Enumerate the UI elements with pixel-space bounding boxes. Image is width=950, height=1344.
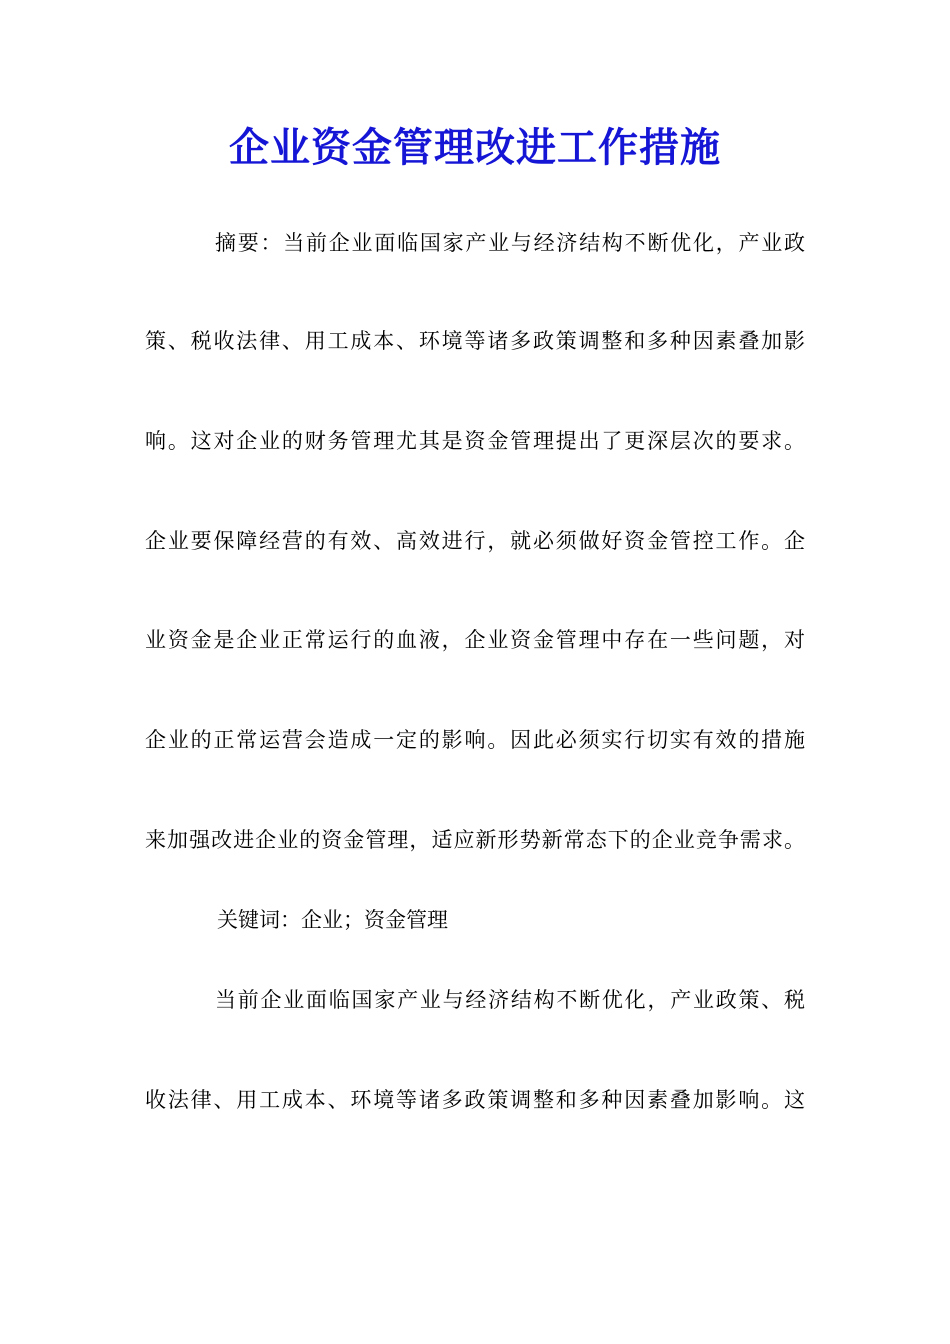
body-line-1: 当前企业面临国家产业与经济结构不断优化，产业政策、税 bbox=[215, 988, 805, 1012]
keywords-line: 关键词：企业；资金管理 bbox=[217, 908, 448, 932]
body-line-2: 收法律、用工成本、环境等诸多政策调整和多种因素叠加影响。这 bbox=[145, 1088, 805, 1112]
abstract-line-2: 策、税收法律、用工成本、环境等诸多政策调整和多种因素叠加影 bbox=[145, 329, 805, 353]
abstract-line-4: 企业要保障经营的有效、高效进行，就必须做好资金管控工作。企 bbox=[145, 529, 805, 553]
abstract-line-1: 摘要：当前企业面临国家产业与经济结构不断优化，产业政 bbox=[215, 231, 805, 255]
document-title: 企业资金管理改进工作措施 bbox=[229, 124, 721, 171]
abstract-line-6: 企业的正常运营会造成一定的影响。因此必须实行切实有效的措施 bbox=[145, 728, 805, 752]
abstract-line-7: 来加强改进企业的资金管理，适应新形势新常态下的企业竞争需求。 bbox=[145, 828, 805, 852]
abstract-line-3: 响。这对企业的财务管理尤其是资金管理提出了更深层次的要求。 bbox=[145, 429, 805, 453]
abstract-line-5: 业资金是企业正常运行的血液，企业资金管理中存在一些问题，对 bbox=[145, 628, 805, 652]
